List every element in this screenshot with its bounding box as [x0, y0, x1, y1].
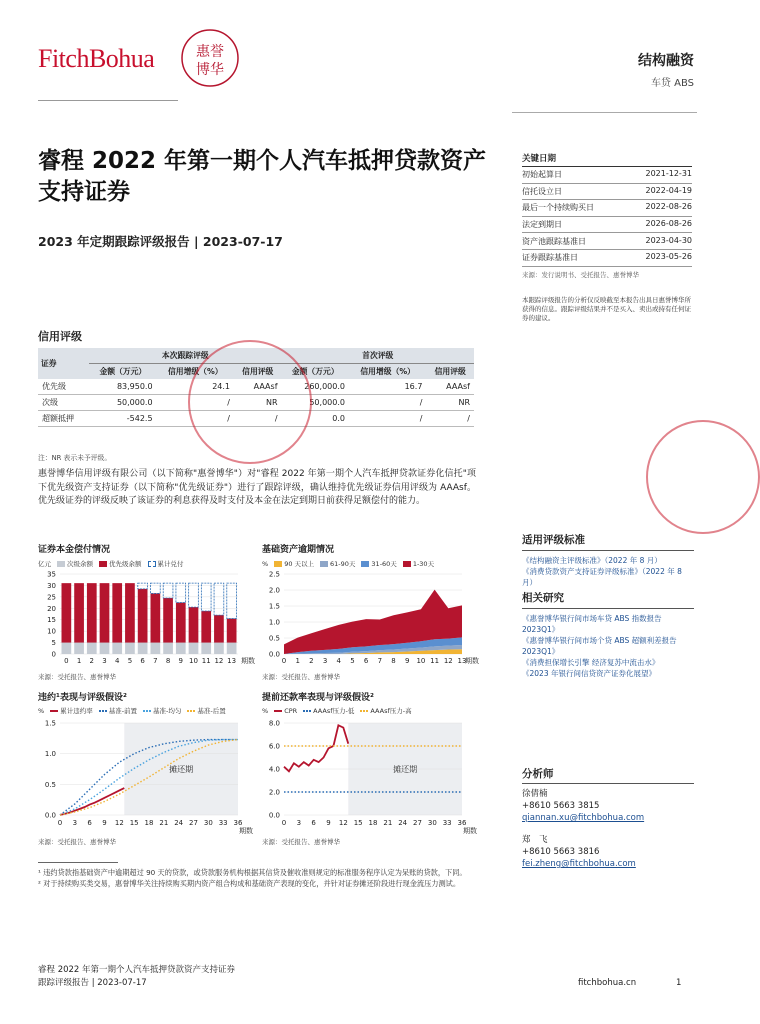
credit-cell-amt0: 0.0: [282, 411, 349, 427]
analyst-2-phone: +8610 5663 3816: [522, 847, 600, 857]
bar-segment: [125, 583, 135, 642]
key-date-row: [522, 200, 692, 217]
x-tick-label: 9: [102, 819, 107, 827]
credit-cell-name: 次级: [38, 395, 89, 411]
subcategory-label: 车贷 ABS: [650, 78, 694, 89]
credit-cell-enh: /: [157, 395, 234, 411]
chart1-title: 证券本金偿付情况: [38, 545, 111, 555]
key-date-label: 信托设立日: [522, 186, 562, 196]
chart1-legend-paid: 累计兑付: [148, 559, 184, 568]
x-axis-label: 期数: [465, 657, 479, 665]
bar-segment: [163, 598, 173, 643]
x-tick-label: 4: [336, 657, 342, 665]
x-tick-label: 0: [57, 819, 63, 827]
bar-segment: [227, 643, 237, 654]
svg-text:惠誉: 惠誉: [196, 44, 224, 60]
logo-badge: [180, 28, 240, 88]
bar-segment: [74, 643, 84, 654]
analyst-heading: 分析师: [522, 768, 554, 780]
chart2-legend-61: 61-90天: [320, 559, 355, 568]
group-initial: 首次评级: [282, 348, 474, 364]
x-axis-label: 期数: [241, 657, 255, 665]
col-amount: 金额（万元）: [89, 364, 156, 380]
footer-left: [38, 964, 235, 990]
x-tick-label: 15: [353, 819, 363, 827]
chart3-legend-even: 基准-均匀: [143, 706, 181, 715]
footnote-2: ² 对于持续购买类交易，惠誉博华关注持续购买期内资产组合构成和基础资产表现的变化，并针对证券摊还阶段进行现金流压力测试。: [38, 878, 461, 888]
x-tick-label: 0: [281, 657, 287, 665]
footer-title: 睿程 2022 年第一期个人汽车抵押贷款资产支持证券: [38, 965, 236, 975]
criteria-section: [522, 532, 694, 588]
x-tick-label: 18: [144, 819, 154, 827]
bar-segment: [227, 619, 237, 643]
y-tick-label: 0.5: [268, 634, 280, 643]
x-tick-label: 3: [322, 657, 328, 665]
analyst-1-email[interactable]: qiannan.xu@fitchbohua.com: [522, 813, 645, 823]
research-link-3[interactable]: 《消费担保增长引擎 经济复苏中流击水》: [522, 658, 660, 667]
analyst-rule: [522, 783, 694, 784]
chart3-legend-back: 基准-后置: [187, 706, 225, 715]
y-tick-label: 4.0: [268, 765, 280, 774]
x-tick-label: 36: [233, 819, 243, 827]
bar-segment: [138, 589, 148, 643]
bar-segment: [201, 643, 211, 654]
chart3-legend-front: 基准-前置: [99, 706, 137, 715]
bar-segment: [138, 643, 148, 654]
x-tick-label: 5: [127, 657, 133, 665]
col-rating: 信用评级: [234, 364, 282, 380]
research-section: [522, 590, 694, 679]
bar-paid-segment: [214, 583, 224, 615]
x-tick-label: 6: [140, 657, 145, 665]
credit-cell-rating0: AAAsf: [426, 379, 474, 395]
chart4-legend-low: AAAsf压力-低: [303, 706, 354, 715]
x-tick-label: 0: [281, 819, 287, 827]
x-tick-label: 12: [443, 657, 453, 665]
credit-cell-enh0: /: [349, 411, 426, 427]
x-tick-label: 30: [427, 819, 437, 827]
bar-paid-segment: [189, 583, 199, 607]
x-tick-label: 2: [309, 657, 314, 665]
criteria-link-1[interactable]: 《结构融资主评级标准》（2022 年 8 月）: [522, 556, 662, 565]
credit-cell-name: 超额抵押: [38, 411, 89, 427]
x-tick-label: 10: [416, 657, 426, 665]
x-tick-label: 18: [368, 819, 378, 827]
x-tick-label: 15: [129, 819, 139, 827]
chart3-unit: %: [38, 706, 45, 715]
footer-site[interactable]: fitchbohua.cn: [578, 978, 637, 988]
report-category: [638, 50, 694, 89]
key-dates-source: 来源：发行说明书、受托报告、惠誉博华: [522, 270, 639, 279]
bar-segment: [112, 643, 122, 654]
bar-segment: [201, 611, 211, 643]
x-tick-label: 7: [377, 657, 383, 665]
analyst-2-name: 郑 飞: [522, 835, 548, 845]
credit-rating-heading: 信用评级: [38, 330, 82, 343]
x-tick-label: 5: [350, 657, 355, 665]
analyst-2-email[interactable]: fei.zheng@fitchbohua.com: [522, 859, 636, 869]
chart-default: [38, 690, 252, 846]
credit-cell-amt0: 260,000.0: [282, 379, 349, 395]
amortization-label: 摊还期: [393, 765, 418, 774]
bar-paid-segment: [227, 583, 237, 618]
research-link-4[interactable]: 《2023 年银行间信贷资产证券化展望》: [522, 669, 656, 678]
x-tick-label: 3: [72, 819, 78, 827]
credit-cell-rating: AAAsf: [234, 379, 282, 395]
col-security: 证券: [38, 348, 89, 379]
y-tick-label: 1.0: [44, 750, 56, 759]
company-seal-stamp-right: [646, 420, 760, 534]
footer-subtitle: 跟踪评级报告 | 2023-07-17: [38, 978, 147, 988]
x-tick-label: 36: [457, 819, 467, 827]
credit-cell-rating0: /: [426, 411, 474, 427]
key-date-value: 2021-12-31: [645, 169, 692, 179]
x-tick-label: 21: [383, 819, 393, 827]
chart1-unit: 亿元: [38, 560, 51, 568]
x-tick-label: 1: [295, 657, 300, 665]
bar-segment: [74, 583, 84, 642]
credit-cell-enh0: 16.7: [349, 379, 426, 395]
credit-cell-amt0: 50,000.0: [282, 395, 349, 411]
bar-segment: [62, 643, 72, 654]
research-link-2[interactable]: 《惠誉博华银行间市场个贷 ABS 超额利差报告 2023Q1》: [522, 636, 677, 656]
company-seal-stamp: [188, 340, 312, 464]
key-dates-box: [522, 150, 692, 279]
x-tick-label: 24: [174, 819, 184, 827]
x-tick-label: 7: [153, 657, 158, 665]
x-tick-label: 6: [311, 819, 316, 827]
bar-paid-segment: [138, 583, 148, 589]
criteria-link-2[interactable]: 《消费贷款资产支持证券评级标准》（2022 年 8 月）: [522, 567, 682, 587]
footnote-1: ¹ 违约贷款指基础资产中逾期超过 90 天的贷款，或贷款服务机构根据其信贷及催收准则规定的标准服务程序认定为呆账的贷款，下同。: [38, 868, 467, 877]
credit-cell-rating: /: [234, 411, 282, 427]
x-tick-label: 33: [442, 819, 452, 827]
y-tick-label: 10: [47, 627, 56, 636]
x-tick-label: 2: [89, 657, 95, 665]
chart2-unit: %: [262, 559, 269, 568]
bar-segment: [87, 583, 97, 642]
x-axis-label: 期数: [463, 827, 477, 835]
chart3-source: 来源：受托报告、惠誉博华: [38, 838, 116, 846]
x-tick-label: 12: [114, 819, 124, 827]
key-date-label: 证券跟踪基准日: [522, 253, 578, 263]
y-tick-label: 1.5: [268, 602, 280, 611]
x-tick-label: 30: [203, 819, 213, 827]
y-tick-label: 2.0: [268, 586, 280, 595]
x-tick-label: 24: [398, 819, 408, 827]
x-tick-label: 9: [178, 657, 184, 665]
chart-principal-paydown: [38, 542, 255, 681]
chart2-legend-90: 90 天以上: [274, 559, 314, 568]
key-date-value: 2023-05-26: [645, 252, 692, 262]
logo-rule: [38, 100, 178, 101]
key-date-label: 最后一个持续购买日: [522, 203, 594, 213]
y-tick-label: 0: [51, 650, 56, 659]
x-tick-label: 21: [159, 819, 169, 827]
group-current: 本次跟踪评级: [89, 348, 281, 364]
x-axis-label: 期数: [239, 827, 253, 835]
bar-segment: [87, 643, 97, 654]
svg-text:博华: 博华: [196, 62, 224, 78]
key-date-row: [522, 184, 692, 201]
research-link-1[interactable]: 《惠誉博华银行间市场车贷 ABS 指数报告 2023Q1》: [522, 614, 662, 634]
chart4-unit: %: [262, 706, 269, 715]
credit-cell-enh: /: [157, 411, 234, 427]
y-tick-label: 1.0: [268, 618, 280, 627]
x-tick-label: 8: [391, 657, 396, 665]
x-tick-label: 3: [296, 819, 302, 827]
x-tick-label: 4: [114, 657, 120, 665]
credit-cell-enh: 24.1: [157, 379, 234, 395]
bar-segment: [100, 583, 110, 642]
summary-paragraph: 惠誉博华信用评级有限公司（以下简称"惠誉博华"）对"睿程 2022 年第一期个人汽车抵押贷款证券化信托"项下优先级资产支持证券（以下简称"优先级证券"）进行了跟踪评级，确认维持优先级证券信用评级为 AAAsf。优先级证券的评级反映了该证券的利息获得及时支付及本金在法定到期日前获得足额偿付的能力。: [38, 469, 476, 506]
y-tick-label: 35: [47, 570, 56, 579]
bar-segment: [176, 643, 186, 654]
key-date-label: 法定到期日: [522, 220, 562, 230]
y-tick-label: 8.0: [268, 719, 280, 728]
y-tick-label: 0.0: [268, 811, 280, 820]
x-tick-label: 11: [201, 657, 211, 665]
bar-segment: [189, 607, 199, 642]
key-date-value: 2023-04-30: [645, 235, 692, 245]
report-subtitle: 2023 年定期跟踪评级报告 | 2023-07-17: [38, 234, 283, 249]
page-number: 1: [676, 978, 682, 988]
credit-cell-amt: 50,000.0: [89, 395, 156, 411]
research-heading: 相关研究: [522, 592, 564, 604]
x-tick-label: 27: [413, 819, 422, 827]
series-line: [284, 725, 348, 771]
key-date-row: [522, 250, 692, 267]
x-tick-label: 13: [227, 657, 237, 665]
chart1-legend-senior: 优先级余额: [99, 559, 142, 568]
key-date-label: 资产池跟踪基准日: [522, 236, 586, 246]
chart2-plot: [262, 568, 479, 668]
criteria-heading: 适用评级标准: [522, 534, 585, 546]
chart2-legend-31: 31-60天: [361, 559, 396, 568]
bar-segment: [125, 643, 135, 654]
header-rule: [512, 112, 697, 113]
col-rating-initial: 信用评级: [426, 364, 474, 380]
report-title: 睿程 2022 年第一期个人汽车抵押贷款资产支持证券: [38, 148, 487, 205]
y-tick-label: 2.5: [268, 570, 280, 579]
chart2-title: 基础资产逾期情况: [262, 545, 335, 555]
chart2-legend-1: 1-30天: [403, 559, 434, 568]
y-tick-label: 0.0: [44, 811, 56, 820]
bar-segment: [214, 643, 224, 654]
chart4-title: 提前还款率表现与评级假设²: [262, 693, 374, 703]
x-tick-label: 11: [430, 657, 440, 665]
bar-segment: [112, 583, 122, 642]
col-enh: 信用增级（%）: [157, 364, 234, 380]
key-date-row: [522, 167, 692, 184]
logo-wordmark: FitchBohua: [38, 44, 155, 73]
analyst-1-phone: +8610 5663 3815: [522, 801, 600, 811]
chart4-legend-high: AAAsf压力-高: [360, 706, 411, 715]
research-rule: [522, 608, 694, 609]
bar-segment: [100, 643, 110, 654]
chart3-plot: [38, 715, 252, 833]
col-amount-initial: 金额（万元）: [282, 364, 349, 380]
key-date-value: 2022-08-26: [645, 202, 692, 212]
x-tick-label: 3: [102, 657, 107, 665]
series-line: [60, 788, 124, 815]
y-tick-label: 6.0: [268, 742, 280, 751]
y-tick-label: 15: [47, 616, 56, 625]
x-tick-label: 6: [363, 657, 369, 665]
bar-segment: [62, 583, 72, 642]
chart4-source: 来源：受托报告、惠誉博华: [262, 838, 340, 846]
credit-cell-rating0: NR: [426, 395, 474, 411]
footnotes: [38, 868, 478, 889]
bar-paid-segment: [176, 583, 186, 602]
bar-segment: [214, 615, 224, 642]
x-tick-label: 9: [326, 819, 331, 827]
x-tick-label: 12: [338, 819, 348, 827]
x-tick-label: 8: [165, 657, 171, 665]
credit-note: 注：NR 表示未予评级。: [38, 454, 112, 462]
y-tick-label: 5: [51, 639, 56, 648]
col-enh-initial: 信用增级（%）: [349, 364, 426, 380]
amortization-label: 摊还期: [169, 765, 194, 774]
x-tick-label: 10: [189, 657, 198, 665]
credit-cell-rating: NR: [234, 395, 282, 411]
key-date-value: 2026-08-26: [645, 219, 692, 229]
chart1-source: 来源：受托报告、惠誉博华: [38, 673, 116, 681]
y-tick-label: 2.0: [268, 788, 280, 797]
y-tick-label: 0.0: [268, 650, 280, 659]
chart1-plot: [38, 568, 255, 668]
x-tick-label: 13: [457, 657, 467, 665]
key-date-row: [522, 217, 692, 234]
analyst-section: [522, 768, 694, 870]
x-tick-label: 12: [214, 657, 224, 665]
credit-cell-name: 优先级: [38, 379, 89, 395]
y-tick-label: 1.5: [44, 719, 56, 728]
x-tick-label: 1: [76, 657, 82, 665]
disclaimer-note: 本跟踪评级报告的分析仅反映截至本报告出具日惠誉博华所获得的信息。跟踪评级结果并不是买入、卖出或持有任何证券的建议。: [522, 296, 691, 322]
bar-segment: [163, 643, 173, 654]
credit-cell-enh0: /: [349, 395, 426, 411]
x-tick-label: 27: [189, 819, 198, 827]
y-tick-label: 0.5: [44, 780, 56, 789]
y-tick-label: 25: [47, 593, 56, 602]
x-tick-label: 33: [218, 819, 228, 827]
bar-paid-segment: [151, 583, 161, 593]
y-tick-label: 20: [47, 604, 56, 613]
x-tick-label: 0: [64, 657, 69, 665]
x-tick-label: 6: [87, 819, 92, 827]
chart4-legend-cpr: CPR: [274, 707, 297, 715]
key-date-value: 2022-04-19: [645, 185, 692, 195]
chart3-title: 违约¹表现与评级假设²: [38, 693, 127, 703]
bar-segment: [189, 643, 199, 654]
chart4-plot: [262, 715, 476, 833]
chart-prepayment: [262, 690, 476, 846]
analyst-1-name: 徐倩楠: [522, 789, 548, 799]
x-tick-label: 9: [404, 657, 410, 665]
key-date-row: [522, 233, 692, 250]
bar-segment: [151, 643, 161, 654]
category-label: 结构融资: [638, 53, 694, 69]
chart3-legend-cdr: 累计违约率: [50, 706, 93, 715]
y-tick-label: 30: [47, 581, 56, 590]
footnote-rule: [38, 862, 118, 863]
chart2-source: 来源：受托报告、惠誉博华: [262, 673, 340, 681]
key-date-label: 初始起算日: [522, 170, 562, 180]
key-dates-heading: 关键日期: [522, 150, 692, 167]
credit-cell-amt: 83,950.0: [89, 379, 156, 395]
bar-segment: [176, 603, 186, 643]
criteria-rule: [522, 550, 694, 551]
bar-segment: [151, 593, 161, 642]
chart-delinquency: [262, 542, 479, 681]
chart1-legend-sub: 次级余额: [57, 559, 93, 568]
credit-cell-amt: -542.5: [89, 411, 156, 427]
